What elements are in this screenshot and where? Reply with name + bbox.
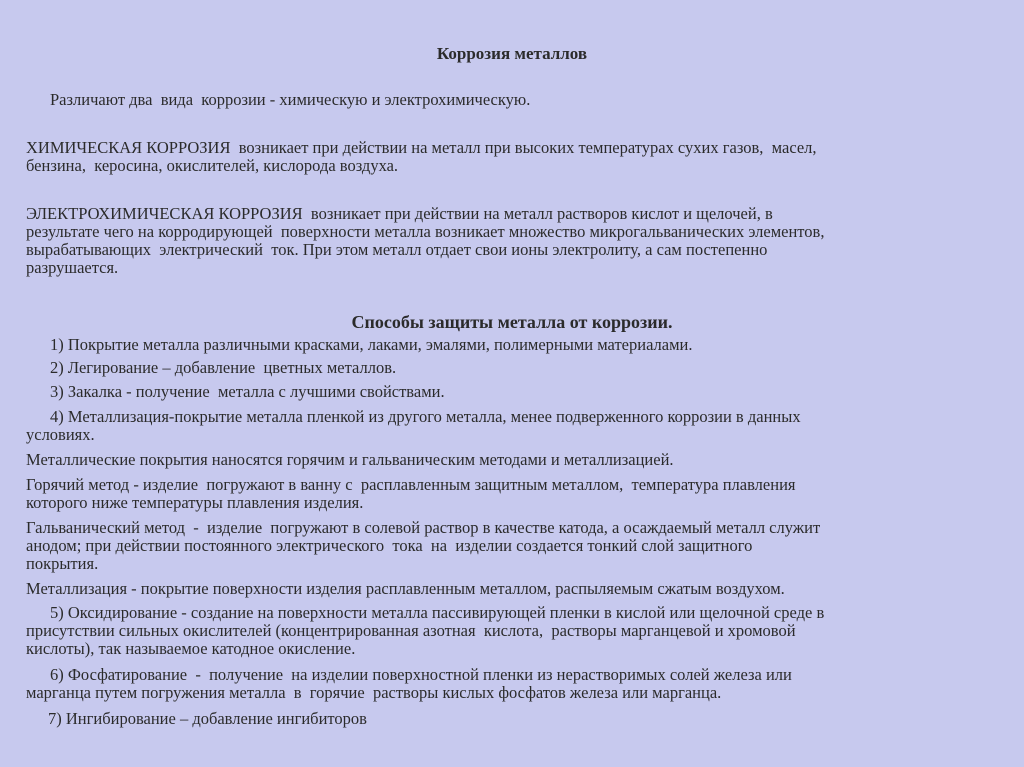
item-6-line-2: марганца путем погружения металла в горячие растворы кислых фосфатов железа или марганца. <box>26 683 722 702</box>
protection-heading: Способы защиты металла от коррозии. <box>351 312 673 332</box>
item-1: 1) Покрытие металла различными красками, лаками, эмалями, полимерными материалами. <box>50 335 693 354</box>
item-3: 3) Закалка - получение металла с лучшими свойствами. <box>50 382 445 401</box>
intro-text: Различают два вида коррозии - химическую и электрохимическую. <box>50 90 531 109</box>
item-6-line-1: 6) Фосфатирование - получение на изделии поверхностной пленки из нерастворимых солей железа или <box>50 665 792 684</box>
chemical-line-2: бензина, керосина, окислителей, кислорода воздуха. <box>26 156 399 175</box>
electro-line-2: результате чего на корродирующей поверхности металла возникает множество микрогальванических элементов, <box>26 222 825 241</box>
hot-method-line-1: Горячий метод - изделие погружают в ванну с расплавленным защитным металлом, температура плавления <box>26 475 796 494</box>
item-5-line-1: 5) Оксидирование - создание на поверхности металла пассивирующей пленки в кислой или щелочной среде в <box>50 603 825 622</box>
metal-coatings-text: Металлические покрытия наносятся горячим и гальваническим методами и металлизацией. <box>26 450 674 469</box>
metallization-text: Металлизация - покрытие поверхности изделия расплавленным металлом, распыляемым сжатым воздухом. <box>26 579 785 598</box>
chemical-line-1: ХИМИЧЕСКАЯ КОРРОЗИЯ возникает при действии на металл при высоких температурах сухих газов, масел, <box>26 138 817 157</box>
electro-line-4: разрушается. <box>26 258 119 277</box>
galvanic-line-2: анодом; при действии постоянного электрического тока на изделии создается тонкий слой защитного <box>26 536 753 555</box>
item-5-line-2: присутствии сильных окислителей (концентрированная азотная кислота, растворы марганцевой и хромовой <box>26 621 796 640</box>
item-5-line-3: кислоты), так называемое катодное окисление. <box>26 639 356 658</box>
item-2: 2) Легирование – добавление цветных металлов. <box>50 358 397 377</box>
item-4-line-1: 4) Металлизация-покрытие металла пленкой из другого металла, менее подверженного коррозии в данных <box>50 407 801 426</box>
electro-line-3: вырабатывающих электрический ток. При этом металл отдает свои ионы электролиту, а сам постепенно <box>26 240 768 259</box>
galvanic-line-1: Гальванический метод - изделие погружают в солевой раствор в качестве катода, а осаждаемый металл служит <box>26 518 821 537</box>
hot-method-line-2: которого ниже температуры плавления изделия. <box>26 493 364 512</box>
electro-line-1: ЭЛЕКТРОХИМИЧЕСКАЯ КОРРОЗИЯ возникает при действии на металл растворов кислот и щелочей, в <box>26 204 773 223</box>
item-4-line-2: условиях. <box>26 425 95 444</box>
item-7: 7) Ингибирование – добавление ингибиторов <box>48 709 367 728</box>
page-title: Коррозия металлов <box>436 44 588 63</box>
galvanic-line-3: покрытия. <box>26 554 99 573</box>
